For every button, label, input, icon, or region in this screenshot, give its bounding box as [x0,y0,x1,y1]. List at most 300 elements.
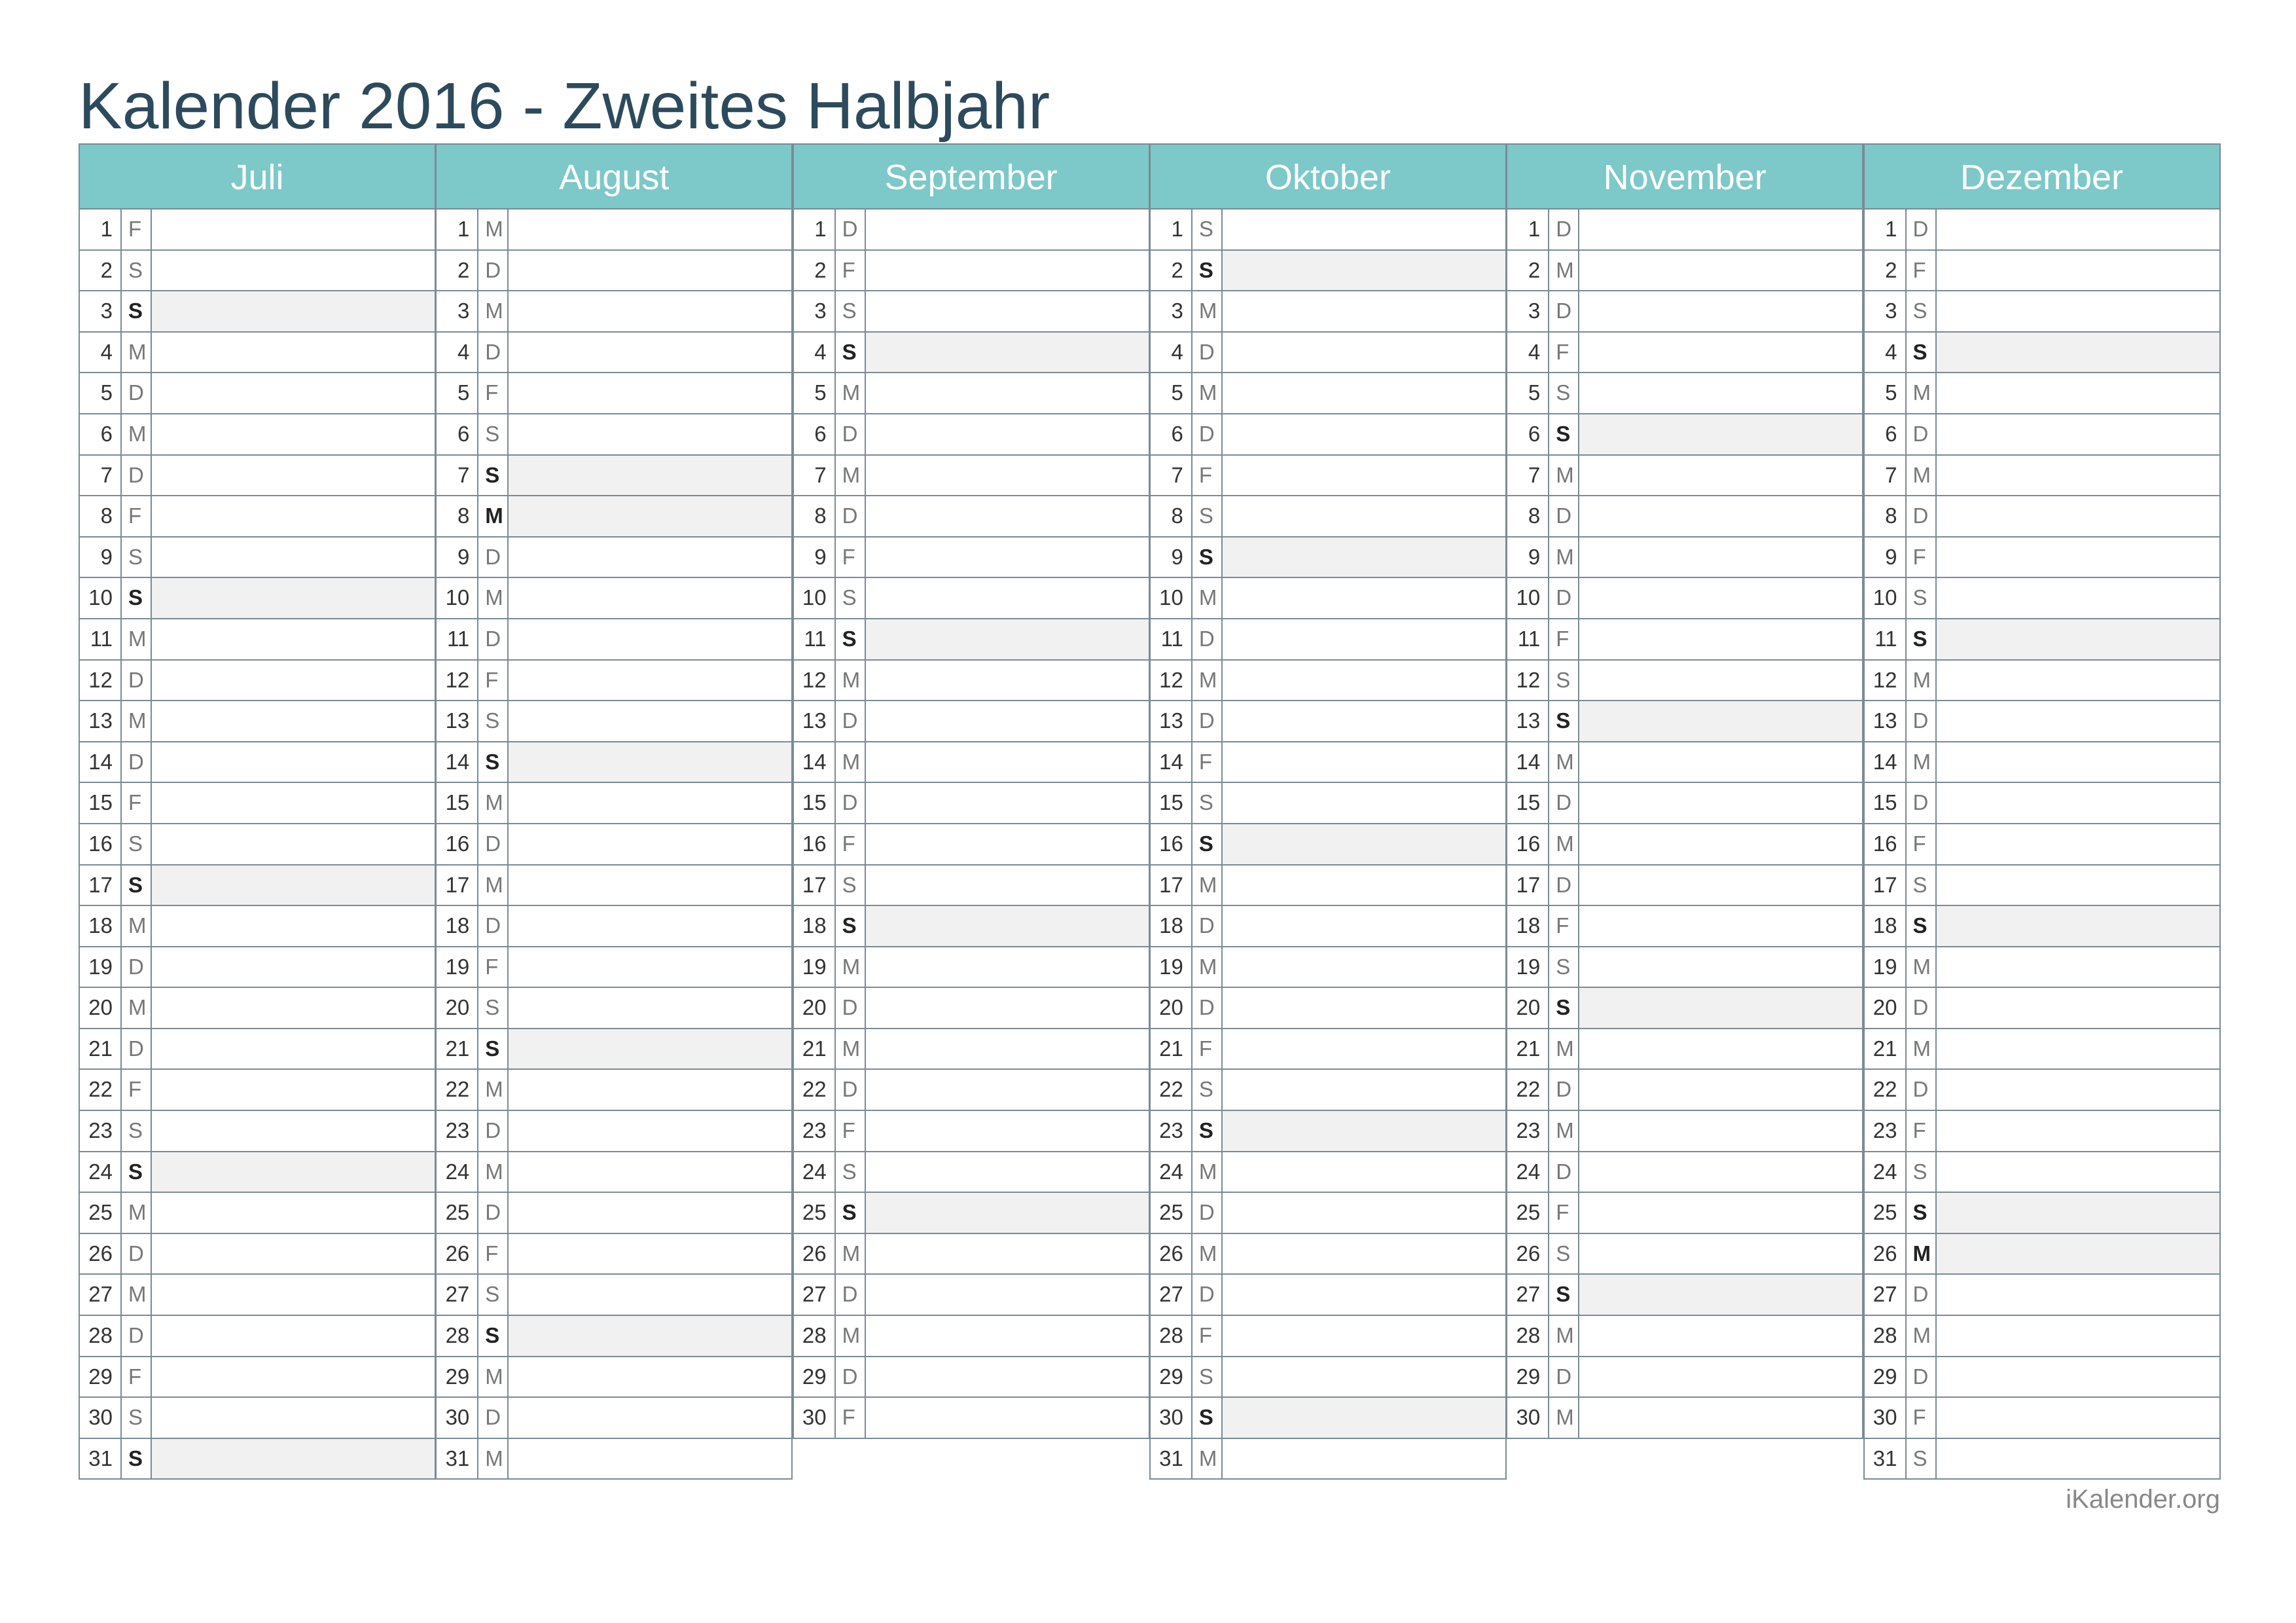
note-cell[interactable] [1579,742,1862,782]
note-cell[interactable] [866,988,1149,1028]
note-cell[interactable] [1223,1439,1505,1479]
note-cell[interactable] [1937,1029,2219,1069]
note-cell[interactable] [1223,906,1505,946]
note-cell[interactable] [1223,1111,1505,1151]
weekday-letter: M [122,619,152,659]
day-row [435,661,793,702]
note-cell[interactable] [1223,1275,1505,1315]
day-number: 22 [1865,1070,1907,1110]
weekday-letter: F [1193,742,1223,782]
day-row [1506,291,1863,333]
note-cell[interactable] [866,742,1149,782]
note-cell[interactable] [1937,1070,2219,1110]
weekday-letter: F [122,783,152,823]
day-row [1149,373,1507,414]
note-cell[interactable] [866,906,1149,946]
day-row [1506,456,1863,497]
note-cell[interactable] [1937,1275,2219,1315]
note-cell[interactable] [1579,1398,1862,1438]
note-cell[interactable] [1579,701,1862,741]
day-row [1506,661,1863,702]
note-cell[interactable] [1223,866,1505,905]
day-number: 11 [1151,619,1193,659]
month-header: Juli [79,143,436,210]
note-cell[interactable] [1223,661,1505,701]
note-cell[interactable] [866,619,1149,659]
note-cell[interactable] [509,1234,791,1274]
note-cell[interactable] [152,661,435,701]
note-cell[interactable] [152,1193,435,1233]
day-row [1506,1275,1863,1316]
day-row [1506,701,1863,742]
note-cell[interactable] [152,947,435,987]
weekday-letter: S [836,291,866,331]
note-cell[interactable] [1223,1193,1505,1233]
note-cell[interactable] [152,1111,435,1151]
note-cell[interactable] [1937,661,2219,701]
day-number: 30 [1151,1398,1193,1438]
day-row [1506,866,1863,907]
weekday-letter: D [478,251,509,291]
note-cell[interactable] [152,619,435,659]
note-cell[interactable] [152,906,435,946]
note-cell[interactable] [1579,1357,1862,1397]
note-cell[interactable] [866,1357,1149,1397]
note-cell[interactable] [1223,824,1505,864]
day-number: 8 [80,496,122,536]
weekday-letter: S [478,1316,509,1356]
day-number: 6 [1151,414,1193,454]
note-cell[interactable] [509,496,791,536]
note-cell[interactable] [1223,1316,1505,1356]
note-cell[interactable] [509,906,791,946]
note-cell[interactable] [509,1070,791,1110]
weekday-letter: D [836,1275,866,1315]
note-cell[interactable] [1223,783,1505,823]
day-number: 23 [1151,1111,1193,1151]
note-cell[interactable] [152,866,435,905]
day-number: 29 [1865,1357,1907,1397]
note-cell[interactable] [1579,824,1862,864]
note-cell[interactable] [152,1070,435,1110]
day-row [1863,251,2221,292]
note-cell[interactable] [866,414,1149,454]
weekday-letter: S [1907,1193,1937,1233]
note-cell[interactable] [866,291,1149,331]
day-number: 28 [794,1316,836,1356]
day-number: 25 [794,1193,836,1233]
weekday-letter: D [478,1398,509,1438]
day-number: 21 [80,1029,122,1069]
note-cell[interactable] [1937,578,2219,618]
day-row [79,1439,436,1480]
day-row [1149,824,1507,866]
day-row [1149,578,1507,619]
day-row [1506,1357,1863,1398]
note-cell[interactable] [509,251,791,291]
note-cell[interactable] [509,1316,791,1356]
note-cell[interactable] [866,783,1149,823]
note-cell[interactable] [1937,783,2219,823]
note-cell[interactable] [509,988,791,1028]
note-cell[interactable] [1579,783,1862,823]
weekday-letter: M [1907,742,1937,782]
weekday-letter: D [122,1029,152,1069]
note-cell[interactable] [866,1070,1149,1110]
note-cell[interactable] [1579,1152,1862,1192]
weekday-letter: M [478,1439,509,1479]
note-cell[interactable] [1223,414,1505,454]
day-number: 10 [437,578,478,618]
note-cell[interactable] [1223,210,1505,249]
day-row [1149,661,1507,702]
note-cell[interactable] [509,619,791,659]
note-cell[interactable] [509,1193,791,1233]
note-cell[interactable] [509,1275,791,1315]
note-cell[interactable] [152,701,435,741]
day-row [793,456,1150,497]
note-cell[interactable] [866,1398,1149,1438]
note-cell[interactable] [509,824,791,864]
note-cell[interactable] [1223,291,1505,331]
note-cell[interactable] [1579,496,1862,536]
note-cell[interactable] [1223,619,1505,659]
day-number: 1 [1865,210,1907,249]
day-row [1506,1398,1863,1439]
day-number: 22 [1507,1070,1549,1110]
day-number: 9 [1507,538,1549,577]
note-cell[interactable] [1223,701,1505,741]
weekday-letter: S [1907,333,1937,373]
note-cell[interactable] [152,496,435,536]
note-cell[interactable] [509,578,791,618]
note-cell[interactable] [152,1152,435,1192]
weekday-letter: D [836,701,866,741]
day-row [793,578,1150,619]
note-cell[interactable] [1937,1439,2219,1479]
note-cell[interactable] [1223,251,1505,291]
day-row [79,824,436,866]
note-cell[interactable] [1579,373,1862,413]
weekday-letter: M [1193,291,1223,331]
day-number: 6 [1507,414,1549,454]
note-cell[interactable] [866,210,1149,249]
note-cell[interactable] [152,1398,435,1438]
weekday-letter: M [836,373,866,413]
day-row [79,414,436,456]
note-cell[interactable] [152,210,435,249]
page-title: Kalender 2016 - Zweites Halbjahr [79,69,1050,143]
day-row [1506,742,1863,784]
note-cell[interactable] [509,783,791,823]
note-cell[interactable] [1579,333,1862,373]
day-row [1863,1275,2221,1316]
note-cell[interactable] [1579,1234,1862,1274]
note-cell[interactable] [866,1275,1149,1315]
note-cell[interactable] [509,333,791,373]
day-row [79,1193,436,1234]
note-cell[interactable] [1223,1234,1505,1274]
note-cell[interactable] [1579,1029,1862,1069]
day-row [1506,906,1863,947]
day-number: 27 [80,1275,122,1315]
day-row [1863,496,2221,538]
note-cell[interactable] [1579,456,1862,496]
day-row [1863,661,2221,702]
day-number: 24 [1865,1152,1907,1192]
note-cell[interactable] [509,210,791,249]
day-row [793,1316,1150,1357]
note-cell[interactable] [152,1357,435,1397]
day-row [793,1398,1150,1439]
note-cell[interactable] [866,866,1149,905]
weekday-letter: D [1907,210,1937,249]
day-row [793,1234,1150,1275]
note-cell[interactable] [1937,824,2219,864]
day-number: 30 [437,1398,478,1438]
note-cell[interactable] [509,701,791,741]
note-cell[interactable] [1937,1234,2219,1274]
note-cell[interactable] [1937,1152,2219,1192]
note-cell[interactable] [1579,414,1862,454]
weekday-letter: M [1549,538,1579,577]
note-cell[interactable] [1223,578,1505,618]
note-cell[interactable] [1937,373,2219,413]
note-cell[interactable] [509,1357,791,1397]
note-cell[interactable] [1579,619,1862,659]
day-number: 22 [437,1070,478,1110]
weekday-letter: D [122,373,152,413]
note-cell[interactable] [1579,210,1862,249]
note-cell[interactable] [152,1275,435,1315]
note-cell[interactable] [1937,742,2219,782]
note-cell[interactable] [866,251,1149,291]
note-cell[interactable] [1937,251,2219,291]
note-cell[interactable] [152,824,435,864]
note-cell[interactable] [509,538,791,577]
weekday-letter: D [1549,210,1579,249]
weekday-letter: D [1907,496,1937,536]
note-cell[interactable] [1223,1152,1505,1192]
note-cell[interactable] [1937,988,2219,1028]
note-cell[interactable] [1579,1111,1862,1151]
note-cell[interactable] [509,414,791,454]
day-number: 22 [80,1070,122,1110]
note-cell[interactable] [509,456,791,496]
note-cell[interactable] [1579,1070,1862,1110]
note-cell[interactable] [866,456,1149,496]
month-column [1506,143,1863,1439]
note-cell[interactable] [1937,619,2219,659]
note-cell[interactable] [152,1029,435,1069]
weekday-letter: M [122,1193,152,1233]
note-cell[interactable] [1937,1316,2219,1356]
weekday-letter: D [1193,701,1223,741]
note-cell[interactable] [1579,251,1862,291]
note-cell[interactable] [866,1029,1149,1069]
day-number: 23 [437,1111,478,1151]
note-cell[interactable] [866,538,1149,577]
note-cell[interactable] [152,333,435,373]
note-cell[interactable] [1223,1070,1505,1110]
day-row [1506,496,1863,538]
day-number: 11 [794,619,836,659]
day-number: 23 [1865,1111,1907,1151]
note-cell[interactable] [509,866,791,905]
note-cell[interactable] [152,1439,435,1479]
note-cell[interactable] [152,373,435,413]
day-number: 27 [437,1275,478,1315]
note-cell[interactable] [1937,947,2219,987]
note-cell[interactable] [152,1234,435,1274]
note-cell[interactable] [1223,538,1505,577]
note-cell[interactable] [866,1193,1149,1233]
weekday-letter: S [1193,496,1223,536]
day-number: 5 [1865,373,1907,413]
note-cell[interactable] [509,947,791,987]
note-cell[interactable] [1937,701,2219,741]
note-cell[interactable] [1223,1357,1505,1397]
note-cell[interactable] [1937,333,2219,373]
weekday-letter: S [1907,866,1937,905]
weekday-letter: D [1193,414,1223,454]
note-cell[interactable] [1223,988,1505,1028]
note-cell[interactable] [1937,414,2219,454]
note-cell[interactable] [866,578,1149,618]
day-number: 21 [794,1029,836,1069]
day-row [1149,456,1507,497]
note-cell[interactable] [152,783,435,823]
note-cell[interactable] [1223,496,1505,536]
note-cell[interactable] [152,251,435,291]
note-cell[interactable] [866,1316,1149,1356]
note-cell[interactable] [152,291,435,331]
note-cell[interactable] [509,1439,791,1479]
weekday-letter: S [1193,1111,1223,1151]
note-cell[interactable] [1579,661,1862,701]
weekday-letter: D [122,742,152,782]
weekday-letter: S [1193,1070,1223,1110]
day-number: 9 [1865,538,1907,577]
day-row [79,1398,436,1439]
note-cell[interactable] [866,661,1149,701]
day-number: 13 [80,701,122,741]
note-cell[interactable] [1579,538,1862,577]
day-row [1506,1193,1863,1234]
note-cell[interactable] [1937,1398,2219,1438]
note-cell[interactable] [509,1029,791,1069]
note-cell[interactable] [509,1152,791,1192]
note-cell[interactable] [152,456,435,496]
day-row [793,496,1150,538]
note-cell[interactable] [1937,1111,2219,1151]
note-cell[interactable] [1937,210,2219,249]
note-cell[interactable] [1579,906,1862,946]
note-cell[interactable] [1579,291,1862,331]
note-cell[interactable] [1937,496,2219,536]
day-number: 21 [1151,1029,1193,1069]
note-cell[interactable] [866,1111,1149,1151]
day-row [793,619,1150,661]
note-cell[interactable] [866,1152,1149,1192]
weekday-letter: M [1549,742,1579,782]
note-cell[interactable] [1937,538,2219,577]
note-cell[interactable] [1223,947,1505,987]
day-number: 4 [1507,333,1549,373]
weekday-letter: F [122,210,152,249]
note-cell[interactable] [152,1316,435,1356]
note-cell[interactable] [1937,1193,2219,1233]
note-cell[interactable] [1937,866,2219,905]
note-cell[interactable] [866,333,1149,373]
day-row [1863,947,2221,989]
weekday-letter: F [478,661,509,701]
day-row [793,824,1150,866]
weekday-letter: F [1193,1316,1223,1356]
note-cell[interactable] [1223,333,1505,373]
note-cell[interactable] [152,538,435,577]
note-cell[interactable] [1937,906,2219,946]
note-cell[interactable] [509,1111,791,1151]
note-cell[interactable] [1223,456,1505,496]
day-number: 12 [1865,661,1907,701]
note-cell[interactable] [1579,1275,1862,1315]
note-cell[interactable] [1579,578,1862,618]
note-cell[interactable] [1937,291,2219,331]
note-cell[interactable] [152,414,435,454]
weekday-letter: M [1193,947,1223,987]
note-cell[interactable] [152,742,435,782]
weekday-letter: S [1193,783,1223,823]
note-cell[interactable] [1579,1193,1862,1233]
note-cell[interactable] [509,373,791,413]
day-row [1149,1275,1507,1316]
note-cell[interactable] [509,661,791,701]
day-number: 22 [794,1070,836,1110]
day-number: 21 [1507,1029,1549,1069]
note-cell[interactable] [1223,742,1505,782]
note-cell[interactable] [509,291,791,331]
note-cell[interactable] [866,373,1149,413]
note-cell[interactable] [509,1398,791,1438]
day-number: 18 [794,906,836,946]
day-number: 4 [80,333,122,373]
note-cell[interactable] [152,988,435,1028]
weekday-letter: D [1907,783,1937,823]
note-cell[interactable] [866,1234,1149,1274]
note-cell[interactable] [509,742,791,782]
note-cell[interactable] [1579,988,1862,1028]
note-cell[interactable] [866,701,1149,741]
note-cell[interactable] [1579,866,1862,905]
note-cell[interactable] [152,578,435,618]
note-cell[interactable] [1223,1398,1505,1438]
weekday-letter: D [1907,988,1937,1028]
day-number: 17 [1507,866,1549,905]
note-cell[interactable] [866,824,1149,864]
note-cell[interactable] [1579,947,1862,987]
note-cell[interactable] [1937,1357,2219,1397]
note-cell[interactable] [1223,373,1505,413]
note-cell[interactable] [1579,1316,1862,1356]
note-cell[interactable] [1937,456,2219,496]
day-number: 18 [80,906,122,946]
weekday-letter: S [122,538,152,577]
note-cell[interactable] [1223,1029,1505,1069]
note-cell[interactable] [866,496,1149,536]
note-cell[interactable] [866,947,1149,987]
weekday-letter: D [1549,783,1579,823]
